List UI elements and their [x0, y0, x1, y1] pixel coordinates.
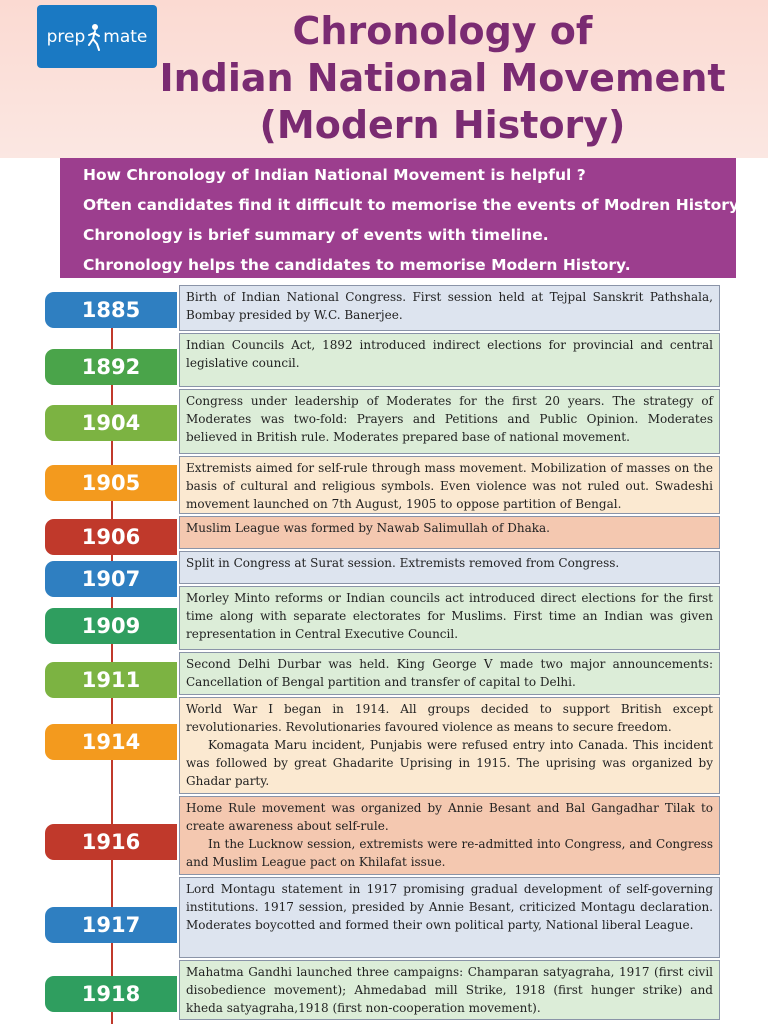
event-subtext: Komagata Maru incident, Punjabis were refused entry into Canada. This incident was followed by great Ghadarite Uprising in 1915. The uprising was organized by Ghadar party. — [186, 738, 713, 788]
year-badge: 1892 — [45, 349, 177, 385]
event-text: Home Rule movement was organized by Annie Besant and Bal Gangadhar Tilak to create awareness about self-rule. — [186, 801, 713, 833]
intro-question: How Chronology of Indian National Movement is helpful ? — [83, 166, 586, 184]
event-subtext: In the Lucknow session, extremists were re-admitted into Congress, and Congress and Muslim League pact on Khilafat issue. — [186, 837, 713, 869]
event-description — [179, 652, 720, 695]
event-description — [179, 456, 720, 514]
event-text: Morley Minto reforms or Indian councils act introduced direct elections for the first time along with separate electorates for Muslims. First time an Indian was given representation in Central Executive Council. — [186, 591, 713, 641]
year-badge: 1918 — [45, 976, 177, 1012]
year-badge: 1885 — [45, 292, 177, 328]
event-text: Extremists aimed for self-rule through mass movement. Mobilization of masses on the basis of cultural and religious symbols. Even violence was not ruled out. Swadeshi movement launched on 7th August, 1905 to oppose partition of Bengal. — [186, 461, 713, 511]
page-title — [150, 8, 735, 149]
event-description — [179, 697, 720, 794]
prepmate-logo[interactable] — [37, 5, 157, 68]
event-description — [179, 389, 720, 454]
title-line-1: Chronology of — [292, 9, 593, 53]
logo-text-prep: prep — [46, 26, 86, 47]
event-text: Second Delhi Durbar was held. King George V made two major announcements: Cancellation of Bengal partition and transfer of capital to Delhi. — [186, 657, 713, 689]
header-banner — [0, 0, 768, 158]
timeline — [0, 285, 768, 1024]
event-text: Congress under leadership of Moderates for the first 20 years. The strategy of Moderates was two-fold: Prayers and Petitions and Public Opinion. Moderates believed in British rule. Moderates prepared base of national movement. — [186, 394, 713, 444]
logo-text-mate: mate — [103, 26, 148, 47]
event-description — [179, 551, 720, 584]
intro-line: Chronology helps the candidates to memorise Modern History. — [83, 256, 631, 274]
event-text: Indian Councils Act, 1892 introduced indirect elections for provincial and central legislative council. — [186, 338, 713, 370]
year-badge: 1906 — [45, 519, 177, 555]
event-description — [179, 877, 720, 958]
intro-band — [60, 158, 744, 278]
event-description — [179, 586, 720, 650]
event-description — [179, 960, 720, 1020]
running-man-icon — [87, 23, 101, 51]
year-badge: 1904 — [45, 405, 177, 441]
intro-line: Often candidates find it difficult to memorise the events of Modren History. — [83, 196, 744, 214]
year-badge: 1909 — [45, 608, 177, 644]
event-description — [179, 285, 720, 331]
title-line-2: Indian National Movement — [159, 56, 726, 100]
event-description — [179, 333, 720, 387]
event-text: Mahatma Gandhi launched three campaigns: Champaran satyagraha, 1917 (first civil disobedience movement); Ahmedabad mill Strike, 1918 (first hunger strike) and kheda satyagraha,1918 (first non-cooperation movement). — [186, 965, 713, 1015]
event-text: Lord Montagu statement in 1917 promising gradual development of self-governing institutions. 1917 session, presided by Annie Besant, criticized Montagu declaration. Moderates boycotted and formed their own political party, National liberal League. — [186, 882, 713, 932]
event-text: World War I began in 1914. All groups decided to support British except revolutionaries. Revolutionaries favoured violence as means to secure freedom. — [186, 702, 713, 734]
year-badge: 1916 — [45, 824, 177, 860]
year-badge: 1905 — [45, 465, 177, 501]
event-description — [179, 516, 720, 549]
event-text: Muslim League was formed by Nawab Salimullah of Dhaka. — [186, 521, 550, 535]
year-badge: 1911 — [45, 662, 177, 698]
title-line-3: (Modern History) — [259, 103, 626, 147]
year-badge: 1907 — [45, 561, 177, 597]
event-description — [179, 796, 720, 875]
year-badge: 1914 — [45, 724, 177, 760]
intro-line: Chronology is brief summary of events with timeline. — [83, 226, 549, 244]
event-text: Birth of Indian National Congress. First session held at Tejpal Sanskrit Pathshala, Bombay presided by W.C. Banerjee. — [186, 290, 713, 322]
year-badge: 1917 — [45, 907, 177, 943]
event-text: Split in Congress at Surat session. Extremists removed from Congress. — [186, 556, 620, 570]
